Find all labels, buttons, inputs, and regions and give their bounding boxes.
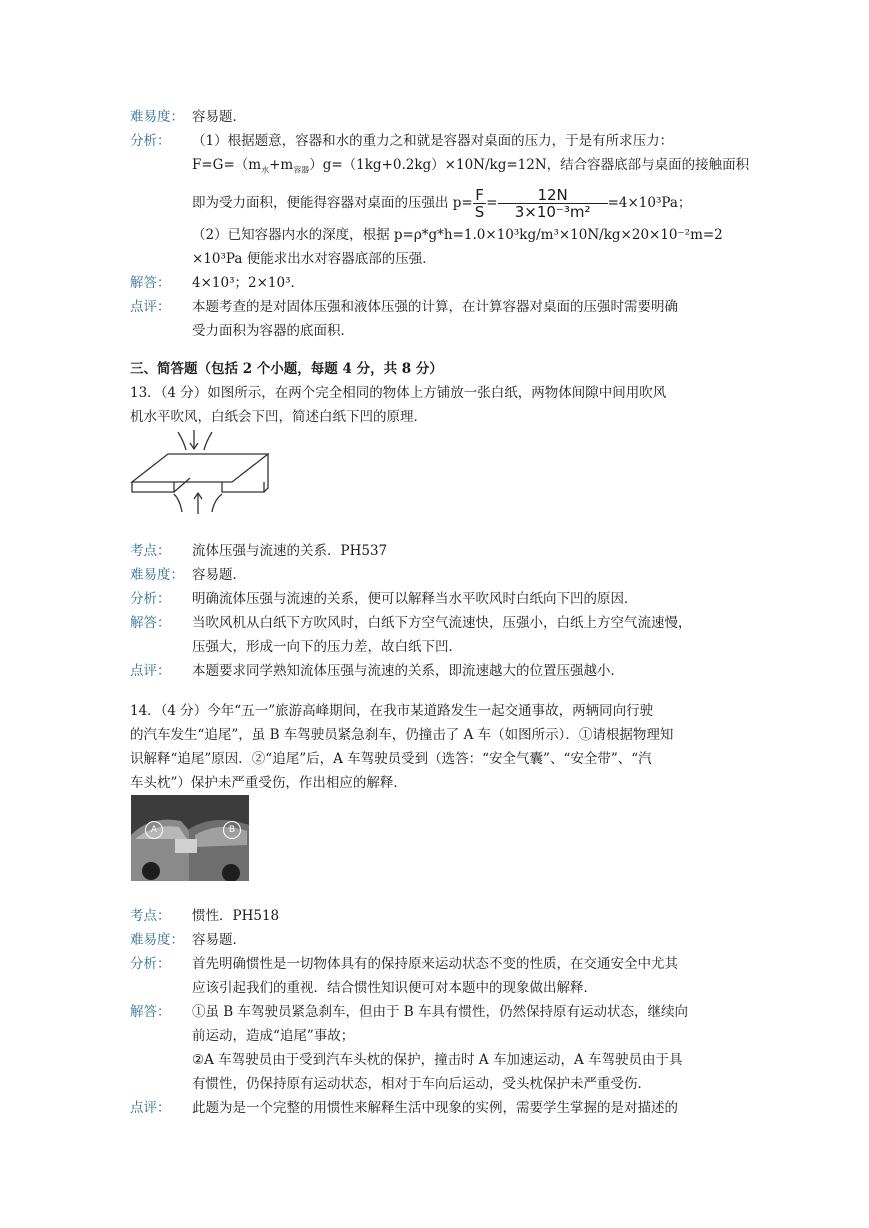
analysis-line-1: 首先明确惯性是一切物体具有的保持原来运动状态不变的性质，在交通安全中尤其 bbox=[192, 956, 678, 972]
blower-paper-diagram bbox=[128, 428, 278, 518]
answer-row bbox=[130, 271, 740, 295]
difficulty-label: 难易度： bbox=[130, 109, 184, 125]
analysis-text: +m bbox=[269, 157, 294, 173]
answer-row bbox=[130, 611, 740, 659]
answer-row bbox=[130, 1000, 740, 1096]
q13-solution bbox=[130, 539, 740, 683]
equals-sign: = bbox=[486, 194, 498, 211]
comment-row bbox=[130, 295, 740, 343]
difficulty-row bbox=[130, 105, 740, 129]
comment-line-1: 本题考查的是对固体压强和液体压强的计算，在计算容器对桌面的压强时需要明确 bbox=[192, 298, 678, 315]
difficulty-value: 容易题． bbox=[192, 567, 246, 583]
answer-value: 4×10³；2×10³． bbox=[192, 274, 304, 291]
analysis-line-3 bbox=[192, 183, 740, 223]
answer-line-4: 有惯性，仍保持原有运动状态，相对于车向后运动，受头枕保护未严重受伤． bbox=[192, 1076, 651, 1092]
difficulty-row bbox=[130, 928, 740, 952]
subscript-container: 容器 bbox=[293, 165, 310, 175]
comment-row bbox=[130, 659, 740, 683]
comment-row bbox=[130, 1096, 740, 1120]
answer-line-1: ①虽 B 车驾驶员紧急刹车，但由于 B 车具有惯性，仍然保持原有运动状态，继续向 bbox=[192, 1004, 689, 1020]
analysis-text: ）g=（1kg+0.2kg）×10N/kg=12N，结合容器底部与桌面的接触面积 bbox=[309, 157, 750, 173]
difficulty-value: 容易题． bbox=[192, 109, 246, 125]
comment-value: 此题为是一个完整的用惯性来解释生活中现象的实例，需要学生掌握的是对描述的 bbox=[192, 1100, 678, 1116]
answer-line-2: 压强大，形成一向下的压力差，故白纸下凹． bbox=[192, 639, 462, 655]
analysis-label: 分析： bbox=[130, 956, 171, 972]
comment-label: 点评： bbox=[130, 1100, 171, 1116]
answer-label: 解答： bbox=[130, 615, 171, 631]
analysis-row bbox=[130, 587, 740, 611]
photo-label-b: B bbox=[223, 821, 241, 839]
q14-line-4: 车头枕”）保护未严重受伤，作出相应的解释． bbox=[130, 775, 407, 791]
point-value: 流体压强与流速的关系．PH537 bbox=[192, 543, 388, 559]
difficulty-label: 难易度： bbox=[130, 567, 184, 583]
q14-solution bbox=[130, 904, 740, 1120]
fraction-denominator: S bbox=[474, 202, 485, 221]
analysis-line-2: 应该引起我们的重视．结合惯性知识便可对本题中的现象做出解释． bbox=[192, 980, 597, 996]
q14-line-2: 的汽车发生“追尾”，虽 B 车驾驶员紧急刹车，仍撞击了 A 车（如图所示）．①请根据物理知 bbox=[130, 727, 674, 743]
analysis-line-1: （1）根据题意，容器和水的重力之和就是容器对桌面的压力，于是有所求压力： bbox=[192, 133, 674, 149]
q14-stem bbox=[130, 699, 740, 795]
analysis-line-2 bbox=[192, 153, 750, 183]
fraction-12n bbox=[498, 187, 608, 220]
point-label: 考点： bbox=[130, 543, 171, 559]
subscript-water: 水 bbox=[261, 165, 270, 175]
analysis-label: 分析： bbox=[130, 133, 171, 149]
analysis-label: 分析： bbox=[130, 591, 171, 607]
difficulty-value: 容易题． bbox=[192, 932, 246, 948]
point-row bbox=[130, 904, 740, 928]
fraction-denominator: 3×10⁻³m² bbox=[514, 202, 591, 221]
q13-line-1: 13．（4 分）如图所示，在两个完全相同的物体上方铺放一张白纸，两物体间隙中间用吹风 bbox=[130, 385, 667, 401]
point-label: 考点： bbox=[130, 908, 171, 924]
answer-line-1: 当吹风机从白纸下方吹风时，白纸下方空气流速快，压强小，白纸上方空气流速慢， bbox=[192, 615, 692, 631]
difficulty-row bbox=[130, 563, 740, 587]
photo-label-a: A bbox=[145, 821, 163, 839]
point-value: 惯性．PH518 bbox=[192, 908, 280, 924]
analysis-line-5: ×10³Pa 便能求出水对容器底部的压强． bbox=[192, 250, 436, 267]
q12-solution bbox=[130, 105, 750, 343]
analysis-line-4: （2）已知容器内水的深度，根据 p=ρ*g*h=1.0×10³kg/m³×10N/kg×20×10⁻²m=2 bbox=[192, 226, 723, 243]
comment-label: 点评： bbox=[130, 663, 171, 679]
analysis-text: =4×10³Pa； bbox=[607, 194, 692, 211]
fraction-numerator: F bbox=[473, 187, 487, 204]
comment-label: 点评： bbox=[130, 298, 171, 315]
comment-line-2: 受力面积为容器的底面积． bbox=[192, 322, 354, 339]
section-3-title: 三、简答题（包括 2 个小题，每题 4 分，共 8 分） bbox=[130, 361, 443, 377]
analysis-value: 明确流体压强与流速的关系，便可以解释当水平吹风时白纸向下凹的原因． bbox=[192, 591, 638, 607]
comment-value: 本题要求同学熟知流体压强与流速的关系，即流速越大的位置压强越小． bbox=[192, 663, 624, 679]
answer-line-3: ②A 车驾驶员由于受到汽车头枕的保护，撞击时 A 车加速运动，A 车驾驶员由于具 bbox=[192, 1052, 683, 1068]
rear-end-collision-photo bbox=[131, 795, 249, 881]
point-row bbox=[130, 539, 740, 563]
answer-line-2: 前运动，造成“追尾”事故； bbox=[192, 1028, 355, 1044]
q13-stem bbox=[130, 381, 740, 429]
analysis-text: F=G=（m bbox=[192, 157, 262, 173]
analysis-row bbox=[130, 129, 750, 271]
q13-line-2: 机水平吹风，白纸会下凹，简述白纸下凹的原理． bbox=[130, 409, 427, 425]
analysis-text: 即为受力面积，便能得容器对桌面的压强出 p= bbox=[192, 194, 473, 211]
answer-label: 解答： bbox=[130, 1004, 171, 1020]
q14-line-1: 14．（4 分）今年“五一”旅游高峰期间，在我市某道路发生一起交通事故，两辆同向行驶 bbox=[130, 703, 654, 719]
fraction-numerator: 12N bbox=[498, 187, 608, 204]
answer-label: 解答： bbox=[130, 274, 171, 291]
q14-line-3: 识解释“追尾”原因．②“追尾”后，A 车驾驶员受到（选答：“安全气囊”、“安全带”、“汽 bbox=[130, 751, 652, 767]
fraction-f-over-s bbox=[473, 187, 487, 220]
difficulty-label: 难易度： bbox=[130, 932, 184, 948]
analysis-row bbox=[130, 952, 740, 1000]
